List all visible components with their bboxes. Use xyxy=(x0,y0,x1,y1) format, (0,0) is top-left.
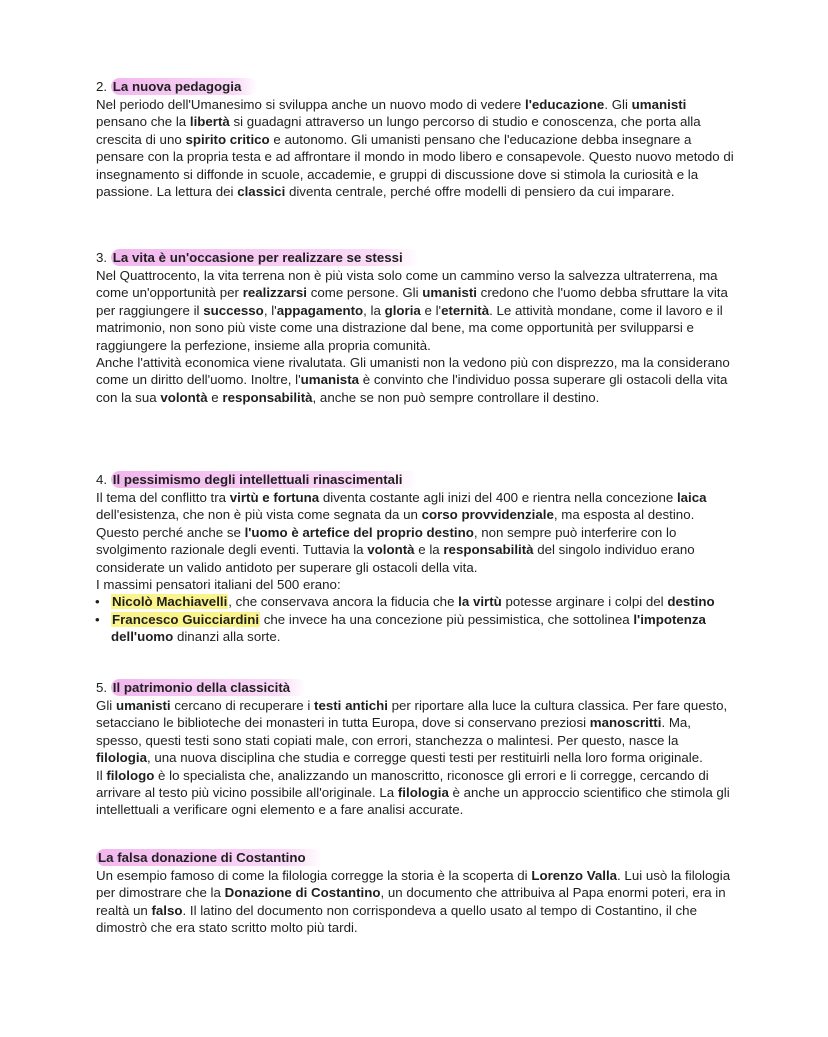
section-falsa-donazione xyxy=(96,849,736,937)
section-patrimonio-classicita xyxy=(96,679,736,819)
section-title: 2. La nuova pedagogia xyxy=(96,78,736,96)
section-title: 3. La vita è un'occasione per realizzare se stessi xyxy=(96,249,736,267)
paragraph: Il tema del conflitto tra virtù e fortuna diventa costante agli inizi del 400 e rientra nella concezione laica dell'esistenza, che non è più vista come segnata da un corso provvidenziale, ma esposta al destino. Questo perché anche se l'uomo è artefice del proprio destino, non sempre può interferire con lo svolgimento razionale degli eventi. Tuttavia la volontà e la responsabilità del singolo individuo erano considerate un valido antidoto per superare gli ostacoli della vita. I massimi pensatori italiani del 500 erano: • Nicolò Machiavelli, che conservava ancora la fiducia che la virtù potesse arginare i colpi del destino • Francesco Guicciardini che invece ha una concezione più pessimistica, che sottolinea l'impotenza dell'uomo dinanzi alla sorte. xyxy=(96,489,736,646)
section-la-vita-occasione xyxy=(96,249,736,406)
list-item: • Nicolò Machiavelli, che conservava ancora la fiducia che la virtù potesse arginare i colpi del destino xyxy=(95,594,715,610)
bullet-icon: • xyxy=(95,594,100,610)
paragraph: Nel Quattrocento, la vita terrena non è più vista solo come un cammino verso la salvezza ultraterrena, ma come un'opportunità per realizzarsi come persone. Gli umanisti credono che l'uomo debba sfruttare la vita per raggiungere il successo, l'appagamento, la gloria e l'eternità. Le attività mondane, come il lavoro e il matrimonio, non sono più viste come una distrazione dal bene, ma come opportunità per svilupparsi e raggiungere la perfezione, insieme alla propria comunità. Anche l'attività economica viene rivalutata. Gli umanisti non la vedono più con disprezzo, ma la considerano come un diritto dell'uomo. Inoltre, l'umanista è convinto che l'individuo possa superare gli ostacoli della vita con la sua volontà e responsabilità, anche se non può sempre controllare il destino. xyxy=(96,268,730,405)
paragraph: Un esempio famoso di come la filologia corregge la storia è la scoperta di Lorenzo Valla. Lui usò la filologia per dimostrare che la Donazione di Costantino, un documento che attribuiva al Papa enormi poteri, era in realtà un falso. Il latino del documento non corrispondeva a quello usato al tempo di Costantino, il che dimostrò che era stato scritto molto più tardi. xyxy=(96,868,731,936)
highlighted-heading: La vita è un'occasione per realizzare se stessi xyxy=(111,249,419,266)
highlighted-heading: La nuova pedagogia xyxy=(111,78,258,95)
highlighted-name: Francesco Guicciardini xyxy=(112,611,260,627)
highlighted-name: Nicolò Machiavelli xyxy=(112,594,228,610)
highlighted-heading: Il pessimismo degli intellettuali rinascimentali xyxy=(111,471,419,488)
thinkers-list xyxy=(96,593,736,645)
highlighted-heading: La falsa donazione di Costantino xyxy=(96,849,322,866)
bullet-icon: • xyxy=(95,611,100,627)
section-pessimismo xyxy=(96,471,736,646)
section-la-nuova-pedagogia xyxy=(96,78,736,200)
paragraph: Nel periodo dell'Umanesimo si sviluppa anche un nuovo modo di vedere l'educazione. Gli umanisti pensano che la libertà si guadagni attraverso un lungo percorso di studio e conoscenza, che porta alla crescita di uno spirito critico e autonomo. Gli umanisti pensano che l'educazione debba insegnare a pensare con la propria testa e ad affrontare il mondo in modo libero e consapevole. Questo nuovo metodo di insegnamento si diffonde in scuole, accademie, e gruppi di discussione dove si stimola la curiosità e la passione. La lettura dei classici diventa centrale, perché offre modelli di pensiero da cui imparare. xyxy=(96,97,734,200)
section-title xyxy=(96,849,736,867)
list-intro: I massimi pensatori italiani del 500 erano: xyxy=(96,577,341,593)
paragraph: Gli umanisti cercano di recuperare i testi antichi per riportare alla luce la cultura classica. Per fare questo, setacciano le biblioteche dei monasteri in tutta Europa, dove si conservano preziosi manoscritti. Ma, spesso, questi testi sono stati copiati male, con errori, stanchezza o malintesi. Per questo, nasce la filologia, una nuova disciplina che studia e corregge questi testi per restituirli nella loro forma originale. Il filologo è lo specialista che, analizzando un manoscritto, riconosce gli errori e li corregge, cercando di arrivare al testo più vicino possibile all'originale. La filologia è anche un approccio scientifico che stimola gli intellettuali a verificare ogni elemento e a fare analisi accurate. xyxy=(96,698,730,818)
highlighted-heading: Il patrimonio della classicità xyxy=(111,679,306,696)
section-title: 4. Il pessimismo degli intellettuali rinascimentali xyxy=(96,471,736,489)
section-title: 5. Il patrimonio della classicità xyxy=(96,679,736,697)
list-item: • Francesco Guicciardini che invece ha una concezione più pessimistica, che sottolinea l'impotenza dell'uomo dinanzi alla sorte. xyxy=(95,611,706,645)
